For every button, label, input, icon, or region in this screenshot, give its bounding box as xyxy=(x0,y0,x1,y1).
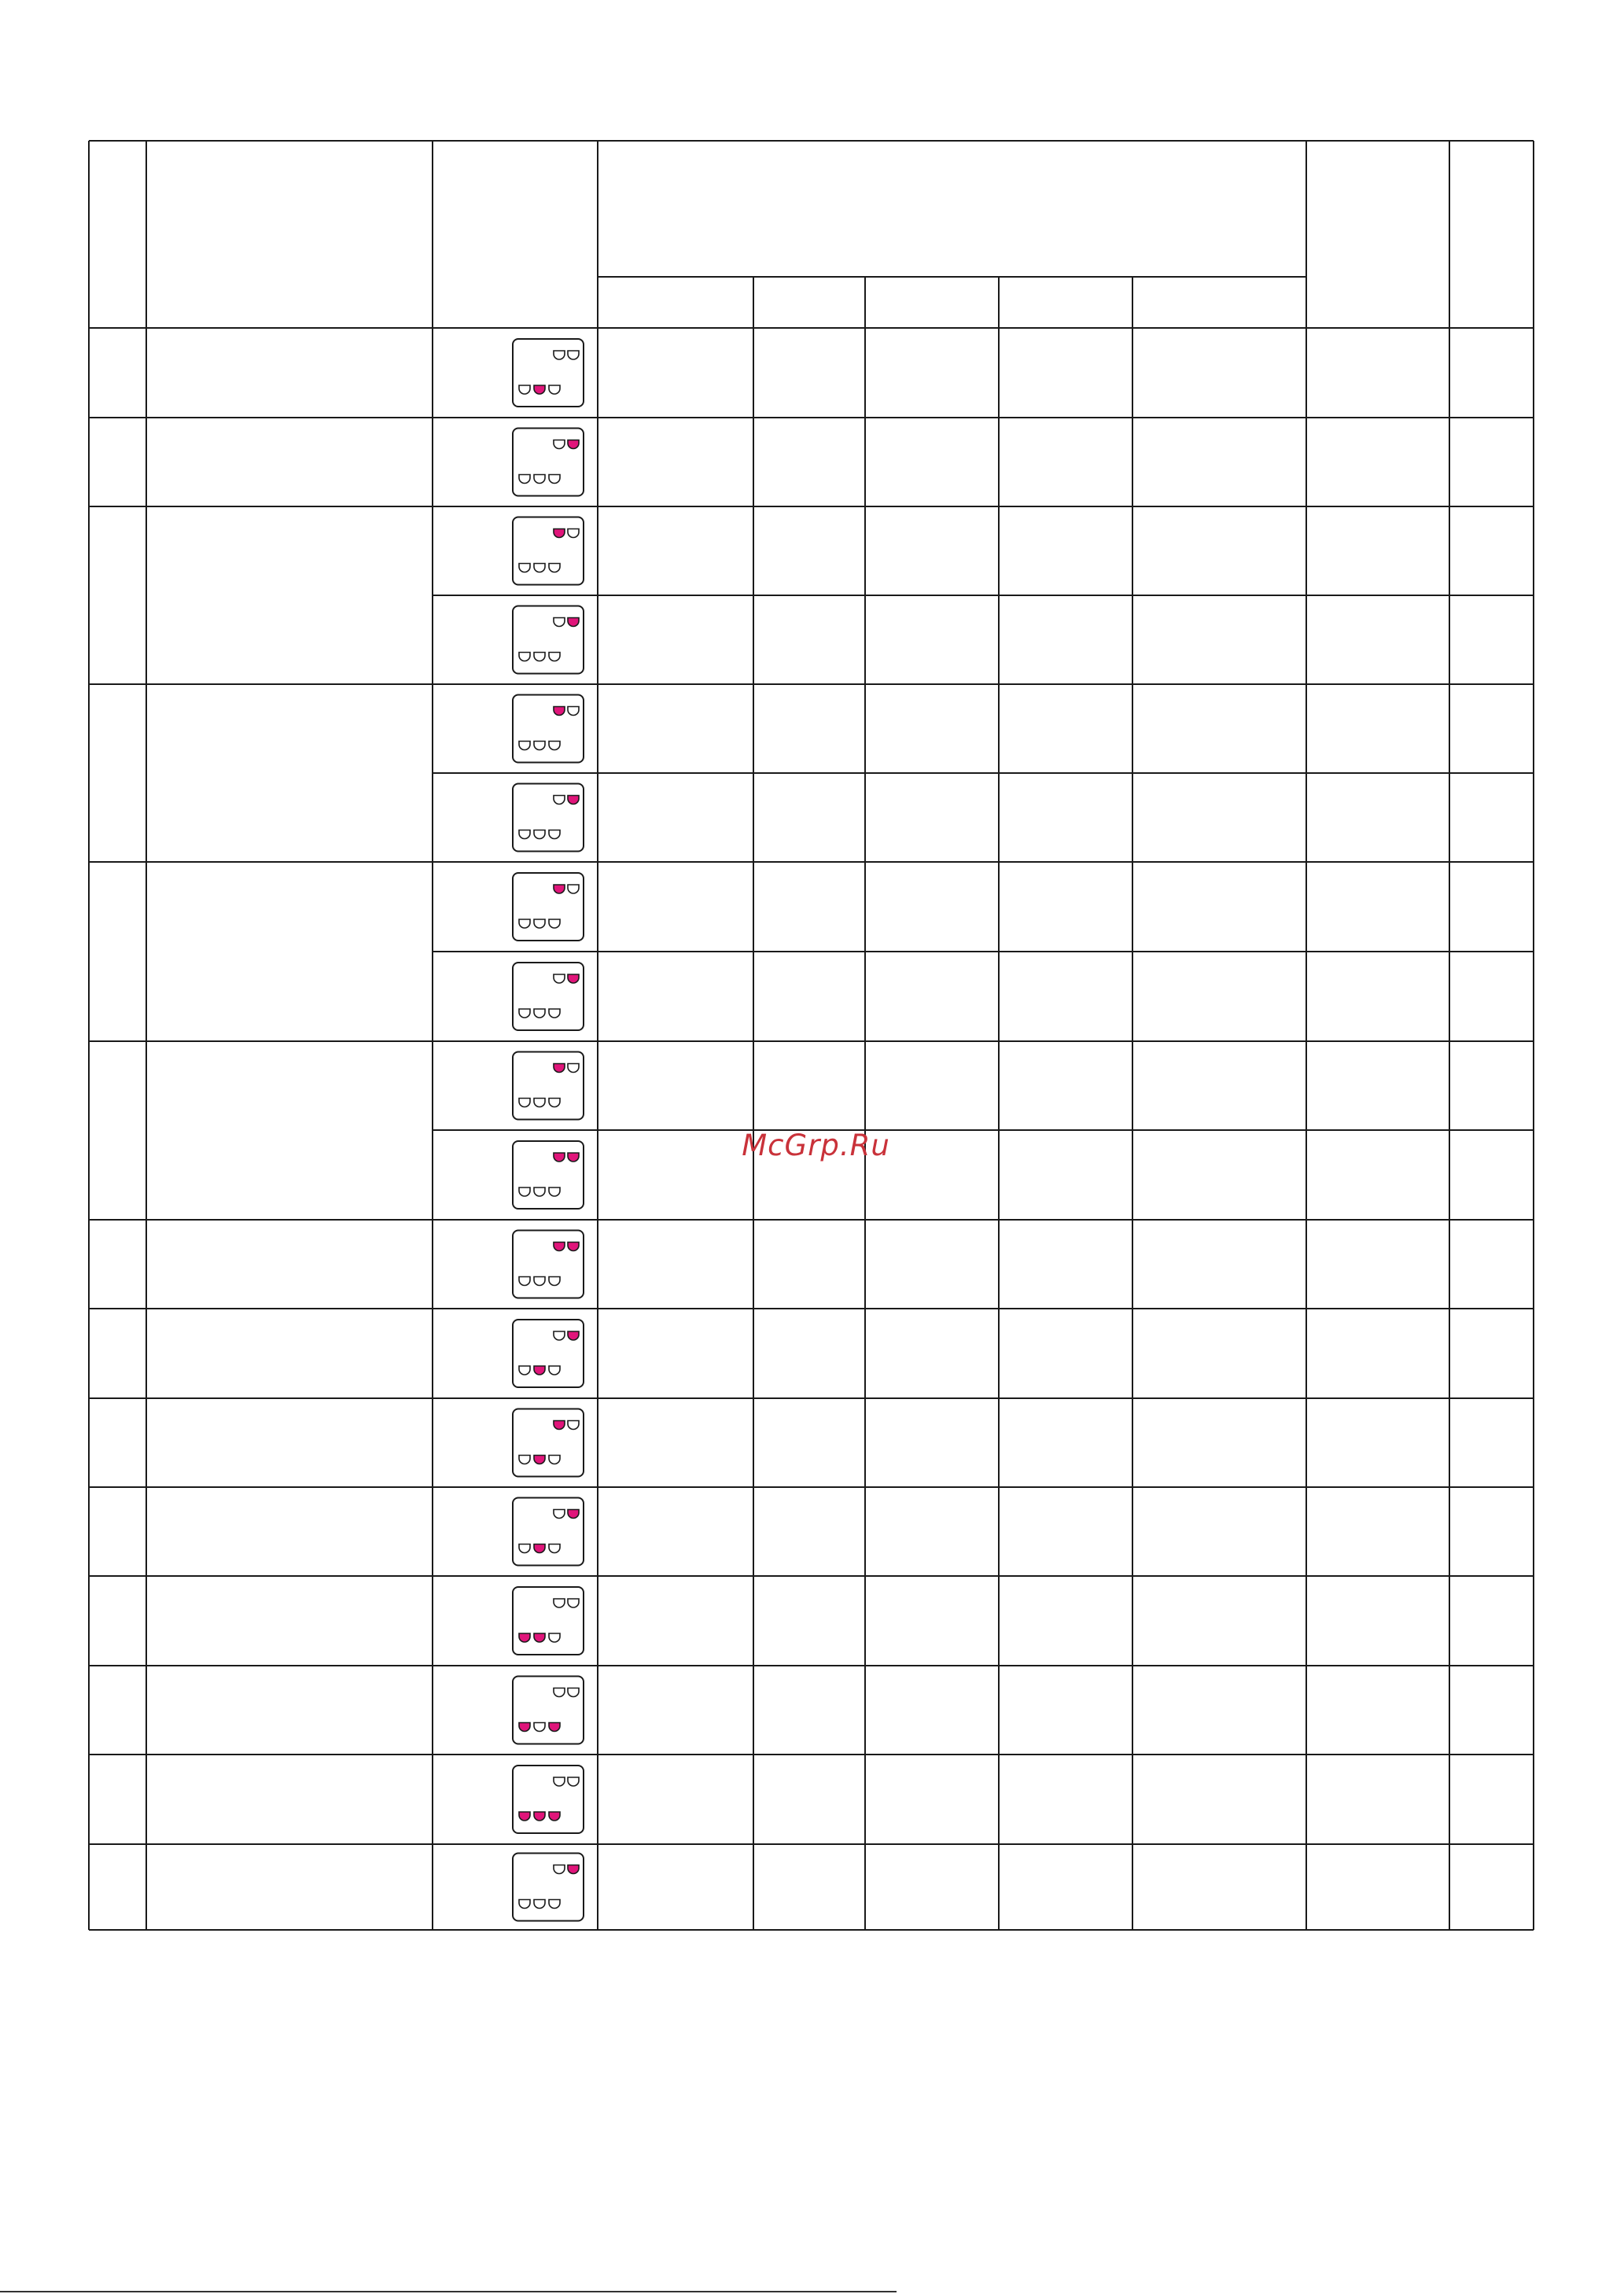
led-on-icon xyxy=(554,1064,565,1073)
led-on-icon xyxy=(534,1366,545,1375)
led-on-icon xyxy=(534,1545,545,1553)
led-off-icon xyxy=(534,653,545,661)
led-off-icon xyxy=(519,742,530,750)
led-panel-frame xyxy=(513,1498,584,1566)
led-off-icon xyxy=(549,653,560,661)
led-off-icon xyxy=(549,830,560,839)
led-off-icon xyxy=(519,1900,530,1909)
led-off-icon xyxy=(554,618,565,627)
led-on-icon xyxy=(568,618,579,627)
led-on-icon xyxy=(519,1812,530,1821)
led-on-icon xyxy=(554,1421,565,1430)
led-panel-frame xyxy=(513,1677,584,1744)
led-on-icon xyxy=(568,974,579,983)
led-panel-frame xyxy=(513,429,584,496)
led-off-icon xyxy=(554,1599,565,1607)
led-off-icon xyxy=(534,564,545,573)
led-off-icon xyxy=(549,742,560,750)
led-off-icon xyxy=(549,1009,560,1018)
led-off-icon xyxy=(519,1099,530,1107)
led-off-icon xyxy=(549,1188,560,1196)
watermark: McGrp.Ru xyxy=(742,1129,890,1162)
led-on-icon xyxy=(549,1812,560,1821)
led-off-icon xyxy=(534,919,545,928)
led-off-icon xyxy=(534,1900,545,1909)
led-off-icon xyxy=(568,1599,579,1607)
led-on-icon xyxy=(534,1812,545,1821)
led-off-icon xyxy=(549,919,560,928)
led-off-icon xyxy=(519,1277,530,1286)
led-off-icon xyxy=(554,1331,565,1340)
led-on-icon xyxy=(534,1633,545,1642)
led-on-icon xyxy=(568,796,579,805)
led-panel-frame xyxy=(513,963,584,1030)
led-off-icon xyxy=(549,1099,560,1107)
led-off-icon xyxy=(534,475,545,484)
led-off-icon xyxy=(534,1099,545,1107)
led-on-icon xyxy=(549,1723,560,1732)
led-off-icon xyxy=(554,1688,565,1697)
led-off-icon xyxy=(568,351,579,359)
led-on-icon xyxy=(534,1456,545,1464)
led-on-icon xyxy=(519,1723,530,1732)
led-off-icon xyxy=(568,1688,579,1697)
led-panel-frame xyxy=(513,1320,584,1387)
led-off-icon xyxy=(534,1009,545,1018)
led-off-icon xyxy=(549,1456,560,1464)
led-panel-frame xyxy=(513,1854,584,1921)
led-off-icon xyxy=(534,1188,545,1196)
led-off-icon xyxy=(568,885,579,893)
led-panel-frame xyxy=(513,873,584,941)
led-off-icon xyxy=(549,564,560,573)
led-on-icon xyxy=(568,1331,579,1340)
led-off-icon xyxy=(554,440,565,449)
led-off-icon xyxy=(534,1277,545,1286)
table-grid-lines xyxy=(89,141,1534,1930)
led-off-icon xyxy=(549,385,560,394)
led-panel-frame xyxy=(513,606,584,674)
led-on-icon xyxy=(568,1243,579,1251)
led-on-icon xyxy=(554,885,565,893)
led-panel-frame xyxy=(513,695,584,763)
led-off-icon xyxy=(549,1545,560,1553)
led-off-icon xyxy=(519,1188,530,1196)
led-off-icon xyxy=(549,475,560,484)
led-off-icon xyxy=(549,1633,560,1642)
led-off-icon xyxy=(554,1865,565,1874)
led-panel-frame xyxy=(513,1409,584,1477)
led-on-icon xyxy=(554,707,565,716)
led-on-icon xyxy=(568,440,579,449)
led-panel-frame xyxy=(513,1587,584,1655)
led-off-icon xyxy=(568,1777,579,1786)
led-off-icon xyxy=(519,1456,530,1464)
led-off-icon xyxy=(568,707,579,716)
led-on-icon xyxy=(568,1865,579,1874)
led-on-icon xyxy=(554,529,565,538)
led-off-icon xyxy=(554,974,565,983)
led-off-icon xyxy=(534,742,545,750)
led-panel-frame xyxy=(513,1766,584,1833)
led-on-icon xyxy=(568,1510,579,1519)
led-off-icon xyxy=(534,1723,545,1732)
led-off-icon xyxy=(519,653,530,661)
led-off-icon xyxy=(568,1064,579,1073)
led-off-icon xyxy=(568,529,579,538)
led-off-icon xyxy=(554,1510,565,1519)
led-off-icon xyxy=(534,830,545,839)
led-off-icon xyxy=(549,1366,560,1375)
led-off-icon xyxy=(519,830,530,839)
led-off-icon xyxy=(519,1009,530,1018)
led-panel-frame xyxy=(513,517,584,585)
led-off-icon xyxy=(519,919,530,928)
led-panel-frame xyxy=(513,784,584,852)
led-panel-frame xyxy=(513,1052,584,1120)
led-off-icon xyxy=(568,1421,579,1430)
led-off-icon xyxy=(549,1900,560,1909)
led-off-icon xyxy=(554,1777,565,1786)
led-on-icon xyxy=(554,1243,565,1251)
led-panel-frame xyxy=(513,1231,584,1298)
led-on-icon xyxy=(534,385,545,394)
led-off-icon xyxy=(519,385,530,394)
led-off-icon xyxy=(519,1366,530,1375)
led-panel-frame xyxy=(513,339,584,407)
led-off-icon xyxy=(554,351,565,359)
led-off-icon xyxy=(549,1277,560,1286)
led-off-icon xyxy=(519,564,530,573)
led-on-icon xyxy=(519,1633,530,1642)
led-off-icon xyxy=(554,796,565,805)
led-off-icon xyxy=(519,1545,530,1553)
led-off-icon xyxy=(519,475,530,484)
